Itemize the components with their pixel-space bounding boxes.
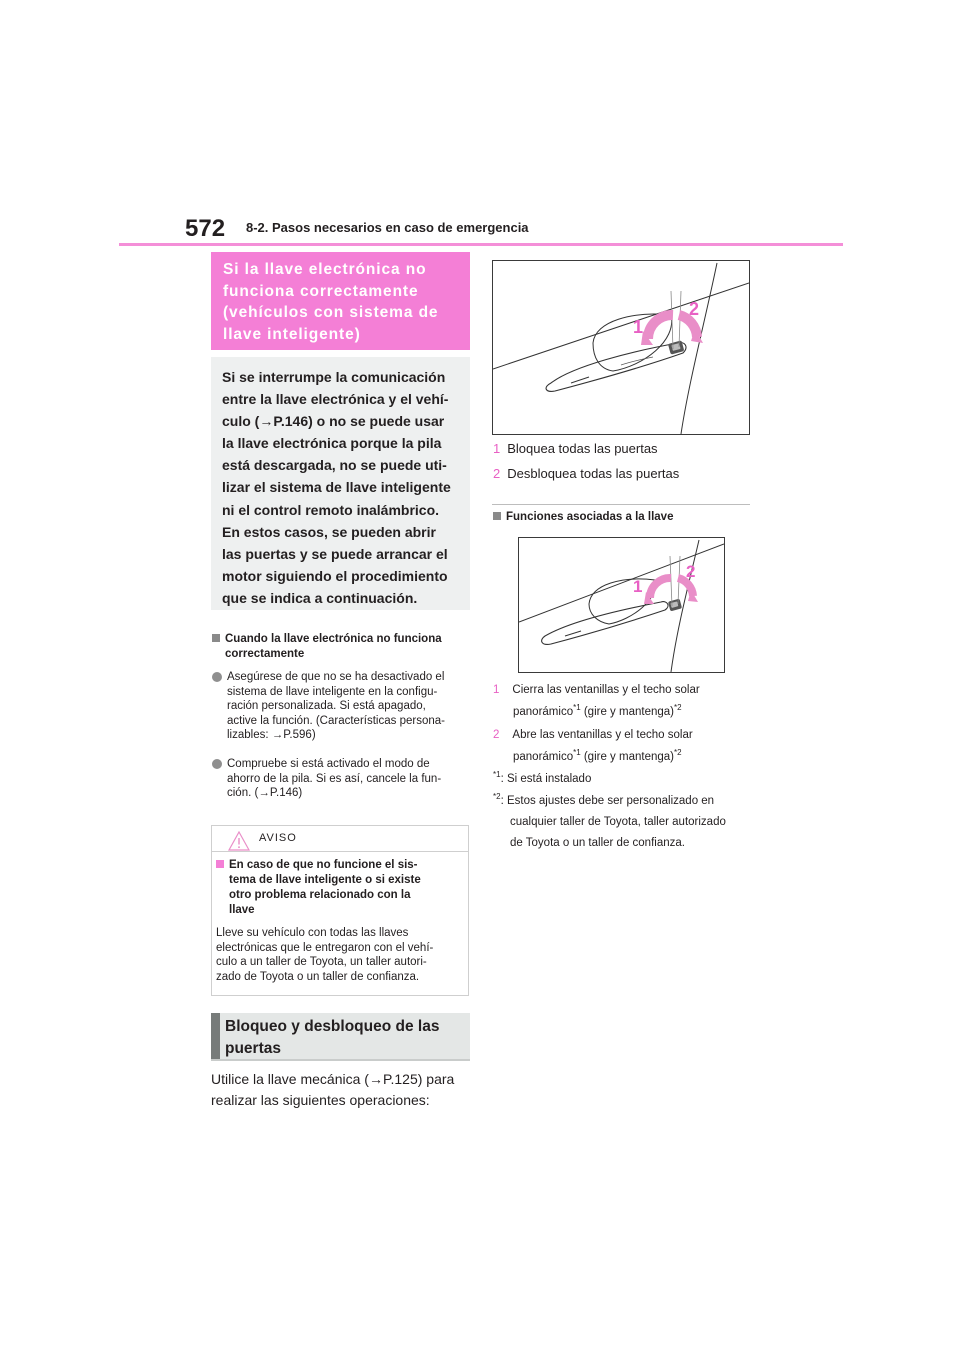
legend-text: Bloquea todas las puertas — [507, 441, 658, 456]
intro-line: las puertas y se puede arrancar el — [222, 545, 448, 562]
legend-item — [493, 465, 679, 482]
grey-heading: Bloqueo y desbloqueo de las puertas — [225, 1018, 440, 1057]
header-rule — [119, 243, 843, 246]
footnote: $^{*2}$: Estos ajustes debe ser personalizado en cualquier taller de Toyota, taller autorizado de Toyota o un taller de confianza. — [493, 792, 726, 849]
intro-line: que se indica a continuación. — [222, 589, 418, 606]
intro-line: culo (→P.146) o no se puede usar — [222, 413, 445, 430]
intro-box — [211, 357, 470, 610]
bullet-dot-icon — [212, 759, 222, 769]
legend-number: 1 — [493, 441, 501, 456]
body-text: Utilice la llave mecánica (→P.125) para realizar las siguientes operaciones: — [211, 1071, 455, 1108]
door-handle-figure-1 — [492, 260, 750, 435]
intro-line: Si se interrumpe la comunicación — [222, 369, 446, 385]
warning-divider — [212, 851, 468, 852]
square-bullet-icon — [493, 512, 501, 520]
legend-item — [493, 440, 658, 457]
legend-number: 1 — [493, 684, 500, 696]
legend-text: Desbloquea todas las puertas — [507, 466, 680, 481]
legend-item: 1 Cierra las ventanillas y el techo solar panorámico$^{*1}$ (gire y mantenga)$^{*2}$ — [493, 684, 700, 718]
intro-line: está descargada, no se puede uti- — [222, 457, 447, 474]
intro-line: motor siguiendo el procedimiento — [222, 567, 448, 584]
bullet-item: Asegúrese de que no se ha desactivado el sistema de llave inteligente en la configu- ración personalizada. Si está apagado, active la función. (Características persona- lizables: →P.596) — [227, 670, 472, 743]
square-bullet-icon — [216, 860, 224, 868]
footnote: $^{*1}$: Si está instalado — [493, 770, 592, 785]
intro-line: En estos casos, se pueden abrir — [222, 523, 436, 540]
warning-title: En caso de que no funcione el sis- tema de llave inteligente o si existe otro problema relacionado con la llave — [216, 858, 466, 918]
door-handle-figure-2 — [518, 537, 725, 673]
figure-label: 1 — [633, 317, 644, 337]
bullet-dot-icon — [212, 672, 222, 682]
heading-bar — [211, 1013, 220, 1059]
subheading-llave-no-funciona: Cuando la llave electrónica no funciona correctamente — [212, 632, 442, 662]
figure-label: 2 — [689, 299, 700, 319]
grey-heading-box — [211, 1013, 470, 1061]
legend-number: 2 — [493, 729, 500, 741]
door-handle-illustration — [493, 261, 749, 434]
pink-title: Si la llave electrónica no funciona correctamente (vehículos con sistema de llave inteligente) — [223, 261, 439, 343]
warning-body: Lleve su vehículo con todas las llaves electrónicas que le entregaron con el vehí- culo a un taller de Toyota, un taller autori- zado de Toyota o un taller de confianza. — [216, 927, 434, 983]
intro-line: lizar el sistema de llave inteligente — [222, 479, 451, 496]
subheading-funciones: Funciones asociadas a la llave — [493, 510, 673, 525]
warning-label: AVISO — [259, 832, 297, 844]
legend-number: 2 — [493, 466, 501, 481]
door-handle-illustration — [519, 538, 724, 672]
legend-item: 2 Abre las ventanillas y el techo solar panorámico$^{*1}$ (gire y mantenga)$^{*2}$ — [493, 729, 693, 763]
section-heading: 8-2. Pasos necesarios en caso de emergencia — [246, 220, 529, 235]
pink-title-box — [211, 252, 470, 350]
figure-label: 1 — [633, 577, 643, 596]
warning-box — [211, 825, 469, 996]
intro-line: ni el control remoto inalámbrico. — [222, 501, 440, 518]
square-bullet-icon — [212, 634, 220, 642]
warning-triangle-icon — [228, 831, 250, 851]
bullet-item: Compruebe si está activado el modo de ahorro de la pila. Si es así, cancele la fun- ción. (→P.146) — [227, 757, 472, 801]
intro-line: entre la llave electrónica y el vehí- — [222, 391, 449, 408]
intro-text — [211, 357, 470, 618]
divider — [492, 504, 750, 505]
figure-label: 2 — [686, 562, 696, 581]
intro-line: la llave electrónica porque la pila — [222, 435, 442, 452]
page-number: 572 — [185, 215, 226, 242]
